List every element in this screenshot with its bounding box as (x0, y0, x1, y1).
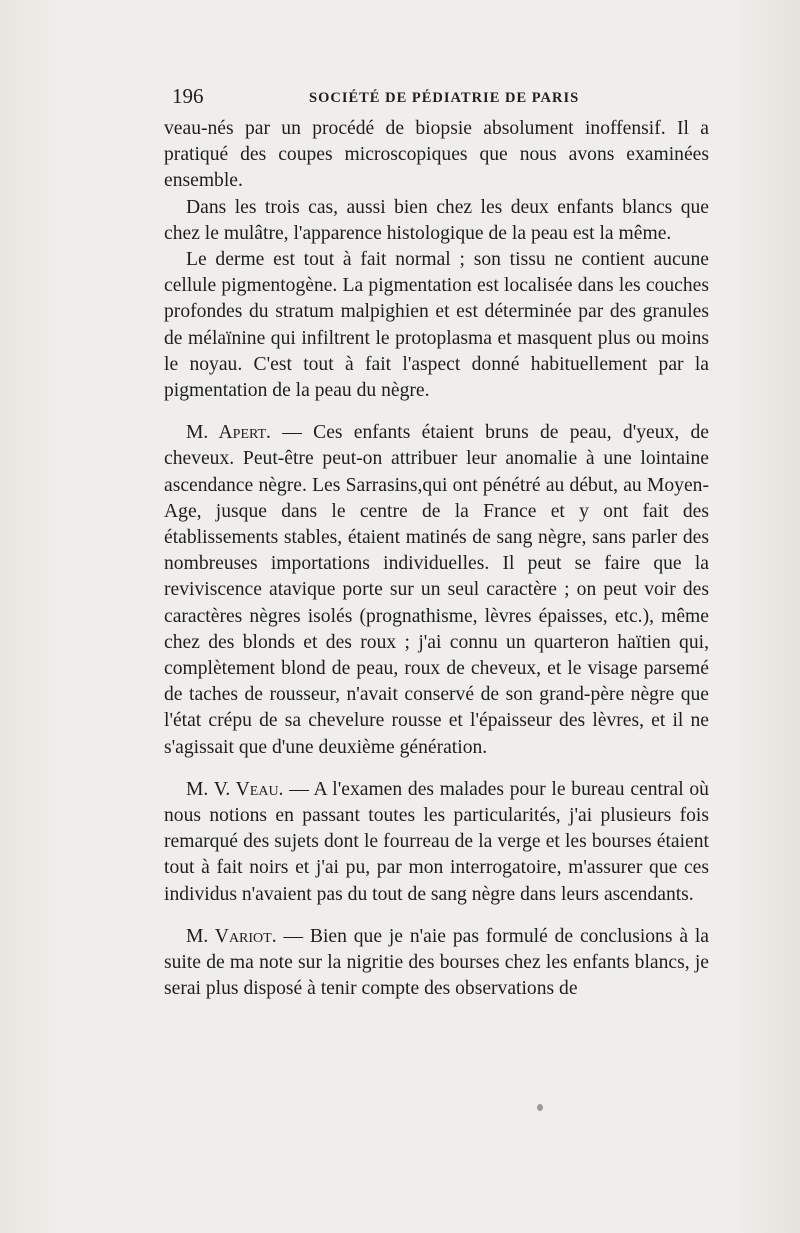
intervention-text: — A l'examen des malades pour le bureau central où nous notions en passant toutes les particularités, j'ai plusieurs fois remarqué des sujets dont le fourreau de la verge et les bourses étaient tout à fait noirs et j'ai pu, par mon interrogatoire, m'assurer que ces individus n'avaient pas du tout de sang nègre dans leurs ascendants. (164, 778, 709, 905)
page-header (172, 84, 712, 110)
paragraph: Le derme est tout à fait normal ; son tissu ne contient aucune cellule pigmentogène. La pigmentation est localisée dans les couches profondes du stratum malpighien et est déterminée par des granules de mélaïnine qui infiltrent le protoplasma et masquent plus ou moins le noyau. C'est tout à fait l'aspect donné habituellement par la pigmentation de la peau du nègre. (164, 249, 709, 402)
speaker-name: M. Apert. (186, 422, 271, 444)
page-body (164, 116, 709, 1003)
intervention-veau (164, 777, 709, 908)
intervention-text: — Bien que je n'aie pas formulé de conclusions à la suite de ma note sur la nigritie des bourses chez les enfants blancs, je serai plus disposé à tenir compte des observations de (164, 925, 709, 1000)
intervention-variot (164, 924, 709, 1003)
intervention-apert (164, 420, 709, 761)
intervention-text: — Ces enfants étaient bruns de peau, d'yeux, de cheveux. Peut-être peut-on attribuer leur anomalie à une lointaine ascendance nègre. Les Sarrasins,qui ont pénétré au début, au Moyen-Age, jusque dans le centre de la France et y ont fait des établissements stables, étaient matinés de sang nègre, sans parler des nombreuses importations individuelles. Il peut se faire que la reviviscence atavique porte sur un seul caractère ; on peut voir des caractères nègres isolés (prognathisme, lèvres épaisses, etc.), même chez des blonds et des roux ; j'ai connu un quarteron haïtien qui, complètement blond de peau, roux de cheveux, et le visage parsemé de taches de rousseur, n'avait conservé de son grand-père nègre que l'état crépu de sa chevelure rousse et l'épaisseur des lèvres, et il ne s'agissait que d'une deuxième génération. (164, 422, 709, 758)
ink-speck (537, 1104, 543, 1111)
speaker-name: M. V. Veau. (186, 778, 284, 800)
running-title: SOCIÉTÉ DE PÉDIATRIE DE PARIS (309, 90, 580, 106)
paragraph-continuation: veau-nés par un procédé de biopsie absolument inoffensif. Il a pratiqué des coupes microscopiques que nous avons examinées ensemble. (164, 118, 709, 192)
paragraph: Dans les trois cas, aussi bien chez les deux enfants blancs que chez le mulâtre, l'apparence histologique de la peau est la même. (164, 196, 709, 244)
page-number: 196 (172, 84, 204, 108)
speaker-name: M. Variot. (186, 925, 277, 947)
